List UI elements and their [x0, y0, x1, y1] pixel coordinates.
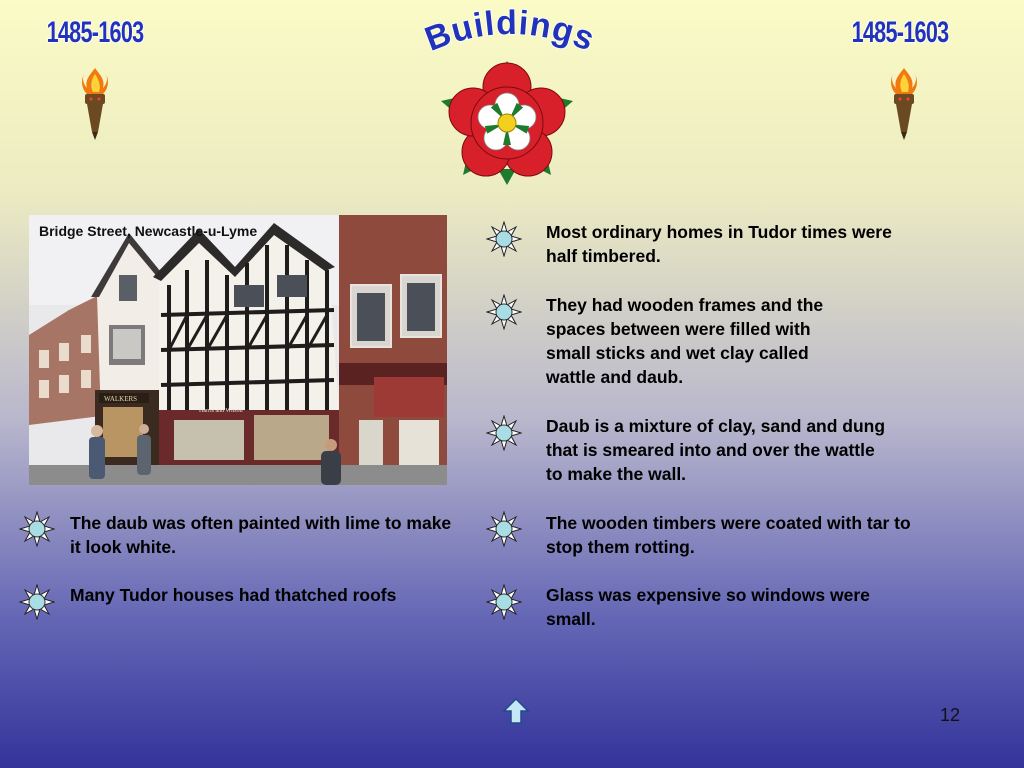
bullet-thatched-roofs: Many Tudor houses had thatched roofs: [70, 585, 397, 605]
page-number: 12: [939, 705, 961, 725]
street-photo: [29, 215, 447, 485]
sun-star-icon: [486, 294, 522, 330]
bullet-tar-timbers: The wooden timbers were coated with tar to stop them rotting.: [546, 513, 911, 557]
shop-sign-left: WALKERS: [104, 395, 138, 403]
page-title-text: Buildings: [419, 4, 601, 59]
bullet-wattle-and-daub: They had wooden frames and the spaces between were filled with small sticks and wet clay called wattle and daub.: [546, 295, 824, 387]
date-left: 1485-1603: [46, 16, 144, 49]
bullet-lime-paint: The daub was often painted with lime to make it look white.: [70, 513, 452, 557]
sun-star-icon: [486, 511, 522, 547]
torch-icon: [79, 66, 111, 142]
torch-icon: [888, 66, 920, 142]
date-right: 1485-1603: [851, 16, 949, 49]
sun-star-icon: [486, 584, 522, 620]
photo-caption: Bridge Street, Newcastle-u-Lyme: [39, 223, 258, 239]
bullet-glass-windows: Glass was expensive so windows were small.: [546, 585, 870, 629]
sun-star-icon: [486, 221, 522, 257]
sun-star-icon: [486, 415, 522, 451]
svg-text:Buildings: [420, 4, 601, 59]
tudor-rose-icon: [434, 58, 580, 188]
up-arrow-button[interactable]: [502, 697, 530, 725]
bullet-daub-mixture: Daub is a mixture of clay, sand and dung that is smeared into and over the wattle to make the wall.: [546, 416, 886, 484]
bullet-half-timbered: Most ordinary homes in Tudor times were half timbered.: [546, 222, 892, 266]
sun-star-icon: [19, 584, 55, 620]
shop-sign-mid: Harris and Wilson: [199, 408, 243, 414]
sun-star-icon: [19, 511, 55, 547]
